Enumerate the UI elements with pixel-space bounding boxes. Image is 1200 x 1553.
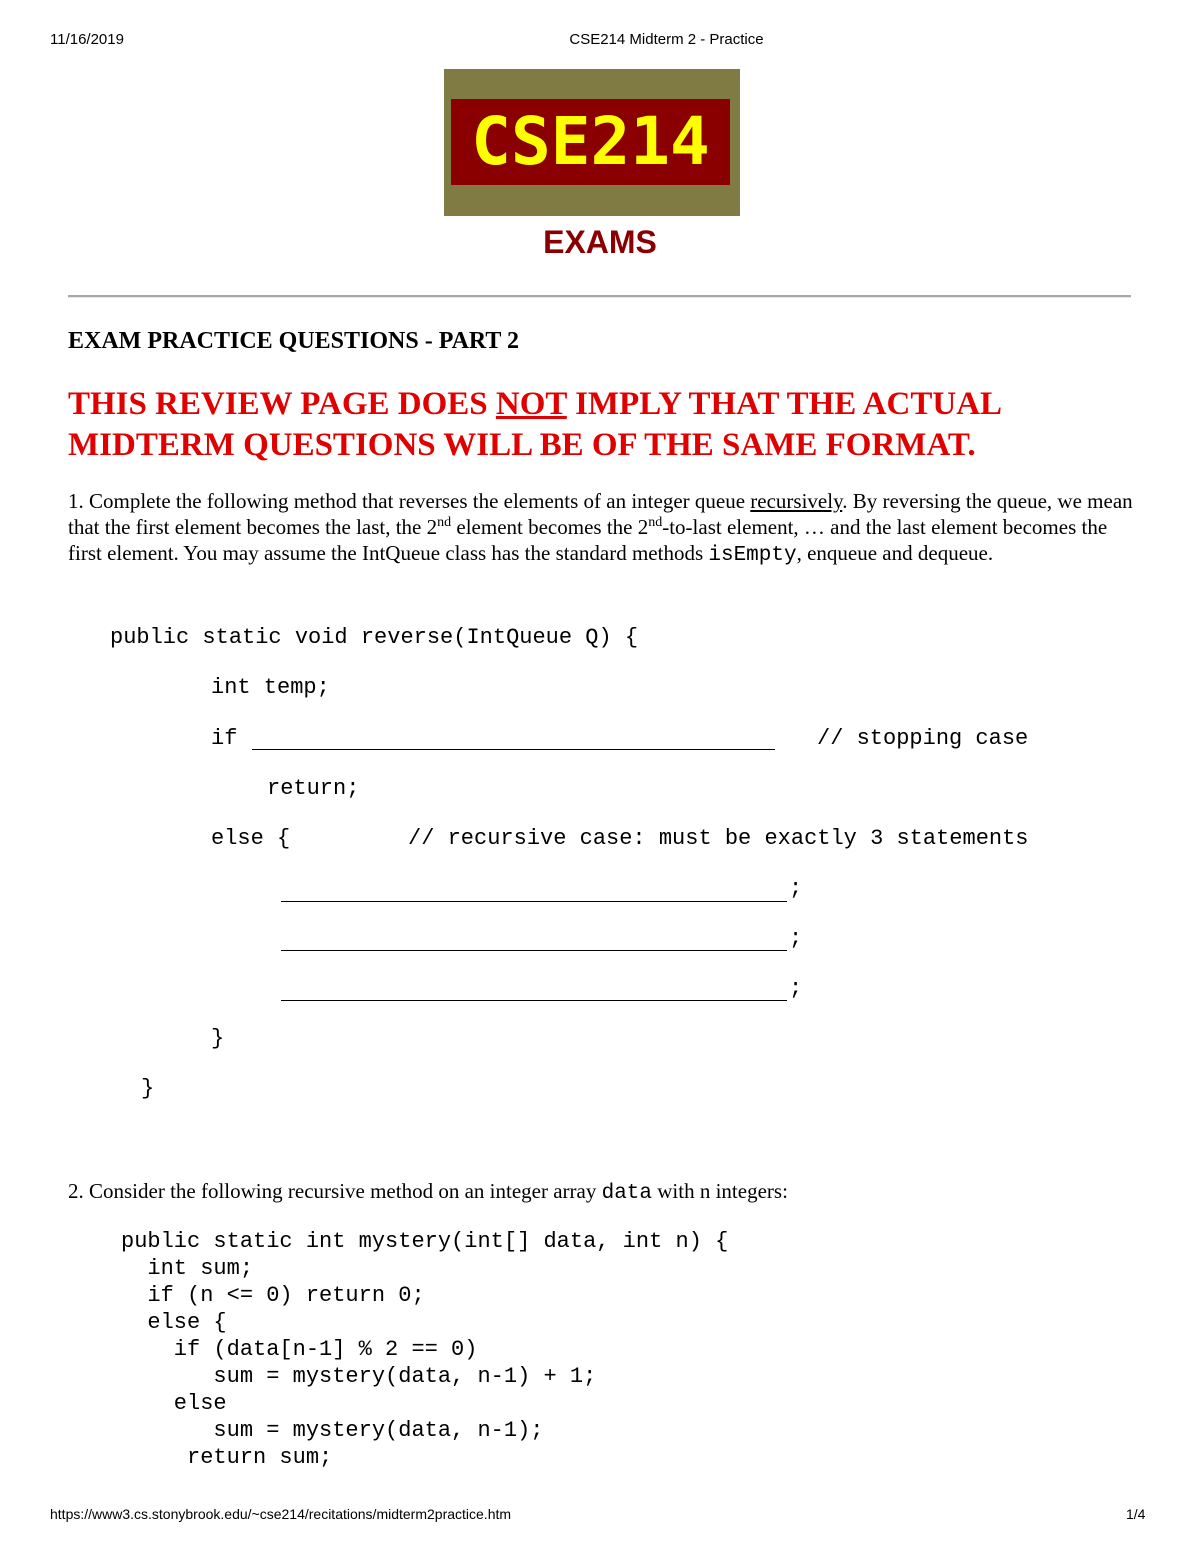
question-1-text <box>68 488 1138 569</box>
part-title: EXAM PRACTICE QUESTIONS - PART 2 <box>68 328 519 354</box>
code-if-comment: // stopping case <box>817 726 1029 751</box>
q1-method-isempty: isEmpty <box>708 544 797 567</box>
code-decl: int temp; <box>211 675 330 700</box>
warning-emphasis: NOT <box>495 386 567 422</box>
code-line: int sum; <box>121 1256 254 1281</box>
cse214-logo <box>444 69 740 216</box>
code-signature: public static void reverse(IntQueue Q) { <box>110 625 639 650</box>
code-line: else <box>121 1391 227 1416</box>
code-semicolon-1: ; <box>789 876 803 901</box>
code-semicolon-3: ; <box>789 976 803 1001</box>
blank-statement-1 <box>281 901 787 902</box>
section-title: EXAMS <box>543 224 657 260</box>
q1-underlined-word: recursively <box>750 489 843 513</box>
q1-text-a: 1. Complete the following method that reverses the elements of an integer queue <box>68 489 751 513</box>
q2-text-b: with n integers: <box>652 1179 788 1203</box>
code-line: return sum; <box>121 1445 333 1470</box>
code-line: else { <box>121 1310 227 1335</box>
code-return: return; <box>267 776 360 801</box>
warning-text-2: IMPLY THAT THE ACTUAL MIDTERM QUESTIONS WILL BE OF THE SAME FORMAT. <box>68 386 1001 463</box>
logo-text: CSE214 <box>471 103 710 180</box>
code-line: sum = mystery(data, n-1) + 1; <box>121 1364 597 1389</box>
code-line: if (n <= 0) return 0; <box>121 1283 425 1308</box>
blank-stopping-condition <box>252 749 775 750</box>
blank-statement-2 <box>281 950 787 951</box>
code-if: if <box>211 726 238 751</box>
q2-text-a: 2. Consider the following recursive method on an integer array <box>68 1179 602 1203</box>
q1-sup-1: nd <box>437 515 452 530</box>
q1-text-e: , enqueue and dequeue. <box>796 541 994 565</box>
logo-inner-panel <box>451 99 730 185</box>
mystery-code-block <box>121 1228 728 1471</box>
print-title: CSE214 Midterm 2 - Practice <box>569 31 764 48</box>
blank-statement-3 <box>281 1000 787 1001</box>
code-line: if (data[n-1] % 2 == 0) <box>121 1337 478 1362</box>
code-else: else { <box>211 826 291 851</box>
code-close-outer: } <box>141 1076 155 1101</box>
q2-var-data: data <box>601 1182 653 1205</box>
warning-notice <box>68 384 1138 466</box>
question-2-text <box>68 1178 1138 1207</box>
q1-text-b: . By reversing the queue, we mean that the first element becomes the last, the 2 <box>68 489 1133 539</box>
code-line: sum = mystery(data, n-1); <box>121 1418 544 1443</box>
page-number: 1/4 <box>1126 1506 1146 1522</box>
page-url: https://www3.cs.stonybrook.edu/~cse214/recitations/midterm2practice.htm <box>50 1506 512 1522</box>
q1-text-d: -to-last element, … and the last element becomes the first element. You may assume the IntQueue class has the standard methods <box>68 515 1108 565</box>
horizontal-rule <box>68 295 1131 298</box>
warning-text-1: THIS REVIEW PAGE DOES <box>68 386 496 422</box>
q1-text-c: element becomes the 2 <box>451 515 649 539</box>
code-else-comment: // recursive case: must be exactly 3 statements <box>408 826 1029 851</box>
code-close-inner: } <box>211 1026 225 1051</box>
print-date: 11/16/2019 <box>50 31 124 48</box>
q1-sup-2: nd <box>648 515 663 530</box>
code-semicolon-2: ; <box>789 926 803 951</box>
code-line: public static int mystery(int[] data, int n) { <box>121 1229 729 1254</box>
